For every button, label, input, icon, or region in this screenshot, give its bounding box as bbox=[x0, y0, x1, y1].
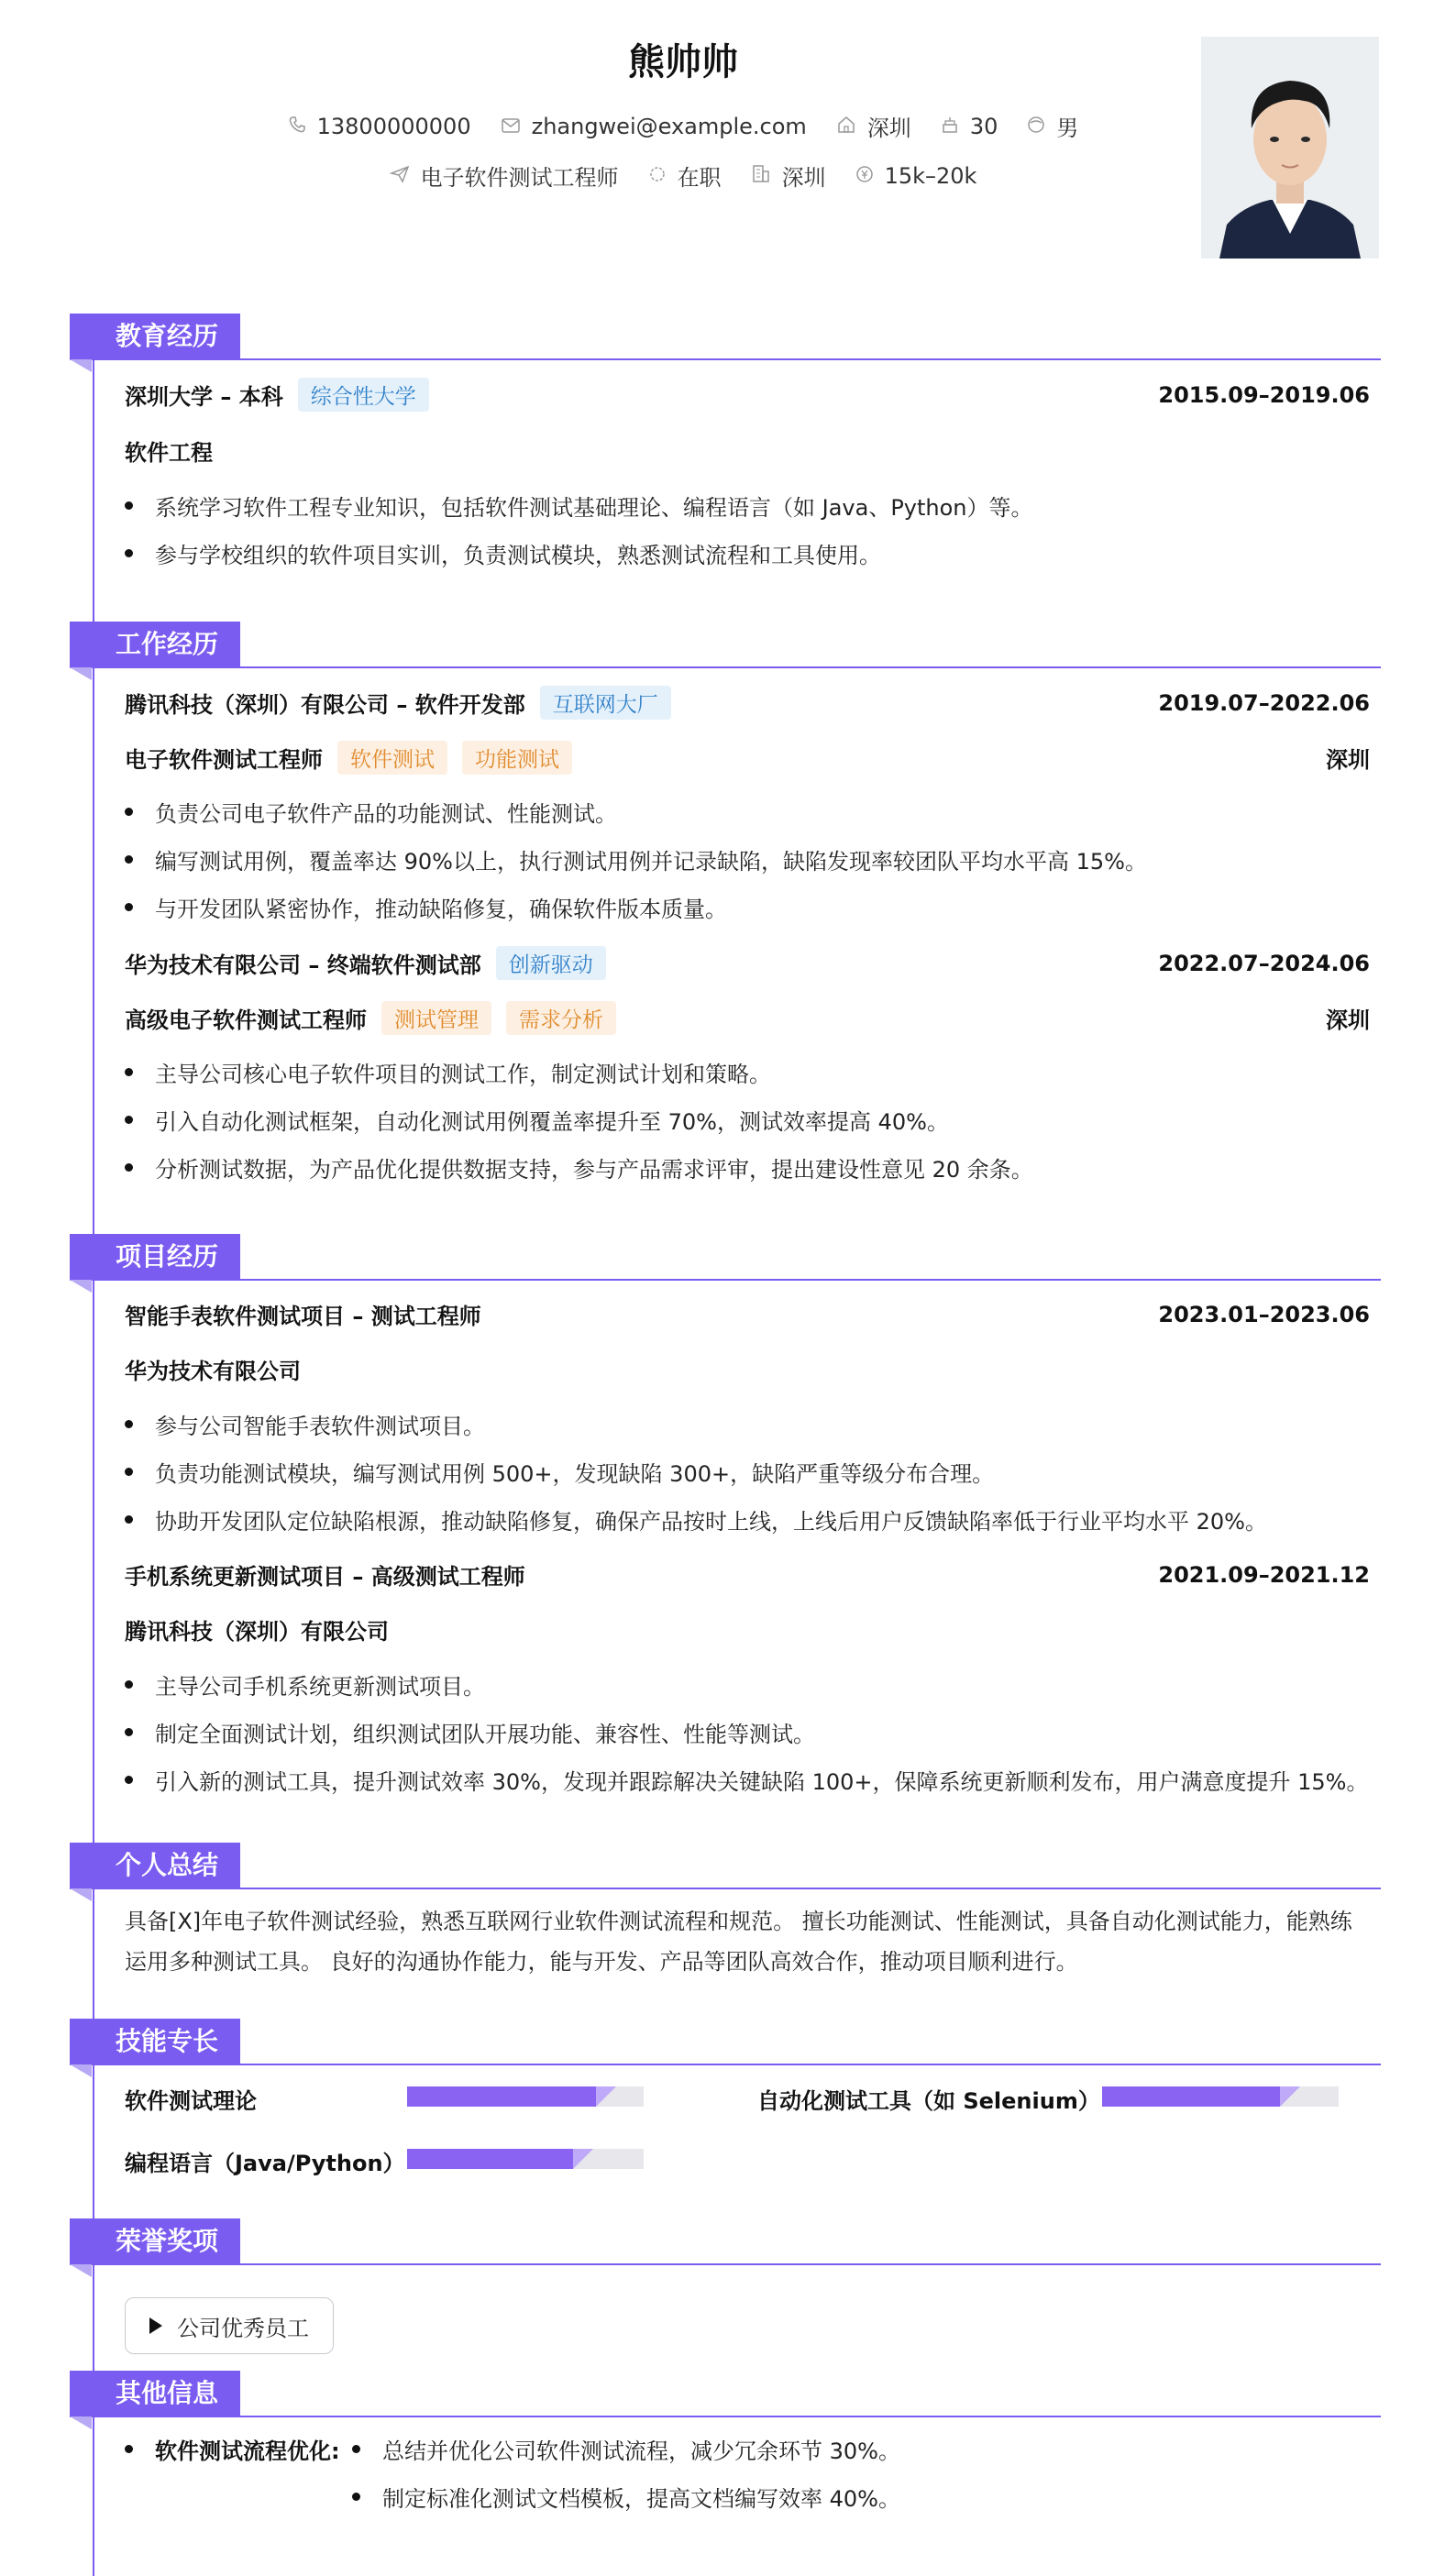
list-item: 参与公司智能手表软件测试项目。 bbox=[125, 1408, 1372, 1440]
skill-bar bbox=[407, 2149, 644, 2169]
list-item: 与开发团队紧密协作，推动缺陷修复，确保软件版本质量。 bbox=[125, 891, 1372, 923]
phone-text: 13800000000 bbox=[316, 113, 471, 139]
play-icon bbox=[149, 2317, 162, 2334]
project-period: 2021.09–2021.12 bbox=[1158, 1561, 1370, 1588]
status-icon bbox=[648, 163, 678, 189]
work-role-row: 高级电子软件测试工程师 测试管理 需求分析 深圳 bbox=[125, 1001, 1370, 1035]
gender-text: 男 bbox=[1056, 116, 1079, 141]
section-other-header bbox=[70, 2371, 1381, 2416]
list-item: 制定全面测试计划，组织测试团队开展功能、兼容性、性能等测试。 bbox=[125, 1716, 1372, 1748]
job-title-item bbox=[390, 160, 619, 192]
project-company-row: 腾讯科技（深圳）有限公司 bbox=[125, 1619, 389, 1645]
section-title: 项目经历 bbox=[70, 1234, 240, 1280]
profile-photo bbox=[1201, 37, 1379, 259]
work-city: 深圳 bbox=[1326, 1007, 1370, 1033]
project-title-row: 手机系统更新测试项目 – 高级测试工程师 2021.09–2021.12 bbox=[125, 1561, 1370, 1590]
section-title: 个人总结 bbox=[70, 1843, 240, 1888]
city-text: 深圳 bbox=[866, 116, 911, 141]
job-title-text: 电子软件测试工程师 bbox=[420, 165, 619, 191]
gender-item bbox=[1027, 110, 1078, 142]
list-item: 编写测试用例，覆盖率达 90%以上，执行测试用例并记录缺陷，缺陷发现率较团队平均水平高 15%。 bbox=[125, 843, 1372, 875]
section-title: 工作经历 bbox=[70, 622, 240, 667]
work-period: 2019.07–2022.06 bbox=[1158, 689, 1370, 716]
building-icon bbox=[751, 163, 782, 189]
list-item: 引入自动化测试框架，自动化测试用例覆盖率提升至 70%，测试效率提高 40%。 bbox=[125, 1104, 1372, 1136]
contact-row bbox=[0, 110, 1366, 142]
home-icon bbox=[836, 114, 867, 139]
email-text: zhangwei@example.com bbox=[531, 113, 807, 139]
project-title-row: 智能手表软件测试项目 – 测试工程师 2023.01–2023.06 bbox=[125, 1301, 1370, 1329]
section-title: 教育经历 bbox=[70, 314, 240, 359]
role-tag: 功能测试 bbox=[462, 741, 572, 775]
project-period: 2023.01–2023.06 bbox=[1158, 1301, 1370, 1327]
skill-name: 编程语言（Java/Python） bbox=[125, 2151, 405, 2176]
skill-name: 软件测试理论 bbox=[125, 2088, 257, 2114]
list-item: 系统学习软件工程专业知识，包括软件测试基础理论、编程语言（如 Java、Python）等。 bbox=[125, 490, 1372, 522]
skill-bar bbox=[1102, 2086, 1339, 2107]
mail-icon bbox=[501, 114, 532, 139]
section-projects-header bbox=[70, 1234, 1381, 1280]
list-item: 制定标准化测试文档模板，提高文档编写效率 40%。 bbox=[352, 2481, 1361, 2513]
salary-icon bbox=[855, 163, 885, 189]
job-row bbox=[0, 160, 1366, 192]
age-text: 30 bbox=[969, 113, 998, 139]
skill-bar bbox=[407, 2086, 644, 2107]
work-city: 深圳 bbox=[1326, 747, 1370, 773]
send-icon bbox=[390, 163, 421, 189]
status-item bbox=[648, 160, 722, 192]
work-city-item bbox=[751, 160, 826, 192]
section-skills-header bbox=[70, 2019, 1381, 2064]
role-tag: 测试管理 bbox=[381, 1001, 491, 1035]
section-work-header bbox=[70, 622, 1381, 667]
age-item bbox=[941, 114, 998, 139]
section-title: 荣誉奖项 bbox=[70, 2218, 240, 2264]
section-honors-header bbox=[70, 2218, 1381, 2264]
project-company-row: 华为技术有限公司 bbox=[125, 1359, 301, 1384]
status-text: 在职 bbox=[677, 165, 722, 191]
gender-icon bbox=[1027, 114, 1056, 139]
work-city-text: 深圳 bbox=[781, 165, 826, 191]
skill-name: 自动化测试工具（如 Selenium） bbox=[757, 2088, 1100, 2114]
list-item: 分析测试数据，为产品优化提供数据支持，参与产品需求评审，提出建设性意见 20 余条。 bbox=[125, 1151, 1372, 1183]
school-name: 深圳大学 – 本科 bbox=[125, 384, 283, 410]
other-label: 软件测试流程优化: bbox=[125, 2433, 340, 2465]
email-item bbox=[501, 114, 807, 139]
phone-item bbox=[288, 114, 471, 139]
work-role-row: 电子软件测试工程师 软件测试 功能测试 深圳 bbox=[125, 741, 1370, 775]
work-period: 2022.07–2024.06 bbox=[1158, 950, 1370, 976]
role-tag: 软件测试 bbox=[337, 741, 447, 775]
education-period: 2015.09–2019.06 bbox=[1158, 381, 1370, 408]
age-icon bbox=[941, 114, 970, 139]
list-item: 引入新的测试工具，提升测试效率 30%，发现并跟踪解决关键缺陷 100+，保障系统更新顺利发布，用户满意度提升 15%。 bbox=[125, 1764, 1372, 1796]
company-tag: 创新驱动 bbox=[496, 946, 606, 980]
section-title: 技能专长 bbox=[70, 2019, 240, 2064]
summary-text: 具备[X]年电子软件测试经验，熟悉互联网行业软件测试流程和规范。 擅长功能测试、性能测试，具备自动化测试能力，能熟练 运用多种测试工具。 良好的沟通协作能力，能与开发、产品等团队高效合作，推动项目顺利进行。 bbox=[125, 1909, 1352, 1975]
list-item: 主导公司手机系统更新测试项目。 bbox=[125, 1668, 1372, 1701]
honor-chip: 公司优秀员工 bbox=[125, 2297, 334, 2354]
list-item: 负责公司电子软件产品的功能测试、性能测试。 bbox=[125, 796, 1372, 828]
company-tag: 互联网大厂 bbox=[540, 686, 671, 720]
phone-icon bbox=[288, 114, 317, 139]
salary-item bbox=[855, 163, 977, 189]
major-row bbox=[125, 435, 1370, 467]
role-tag: 需求分析 bbox=[506, 1001, 616, 1035]
section-education-header bbox=[70, 314, 1381, 359]
education-row bbox=[125, 378, 1370, 412]
list-item: 协助开发团队定位缺陷根源，推动缺陷修复，确保产品按时上线，上线后用户反馈缺陷率低于行业平均水平 20%。 bbox=[125, 1503, 1372, 1536]
school-tag: 综合性大学 bbox=[298, 378, 429, 412]
list-item: 负责功能测试模块，编写测试用例 500+，发现缺陷 300+，缺陷严重等级分布合理。 bbox=[125, 1456, 1372, 1488]
major-name: 软件工程 bbox=[125, 440, 213, 466]
list-item: 参与学校组织的软件项目实训，负责测试模块，熟悉测试流程和工具使用。 bbox=[125, 537, 1372, 569]
list-item: 总结并优化公司软件测试流程，减少冗余环节 30%。 bbox=[352, 2433, 1361, 2465]
work-company-row: 腾讯科技（深圳）有限公司 – 软件开发部 互联网大厂 2019.07–2022.06 bbox=[125, 686, 1370, 720]
section-title: 其他信息 bbox=[70, 2371, 240, 2416]
city-item bbox=[836, 110, 911, 142]
section-summary-header bbox=[70, 1843, 1381, 1888]
work-company-row: 华为技术有限公司 – 终端软件测试部 创新驱动 2022.07–2024.06 bbox=[125, 946, 1370, 980]
list-item: 主导公司核心电子软件项目的测试工作，制定测试计划和策略。 bbox=[125, 1056, 1372, 1088]
candidate-name: 熊帅帅 bbox=[628, 41, 738, 83]
salary-text: 15k–20k bbox=[884, 162, 977, 189]
